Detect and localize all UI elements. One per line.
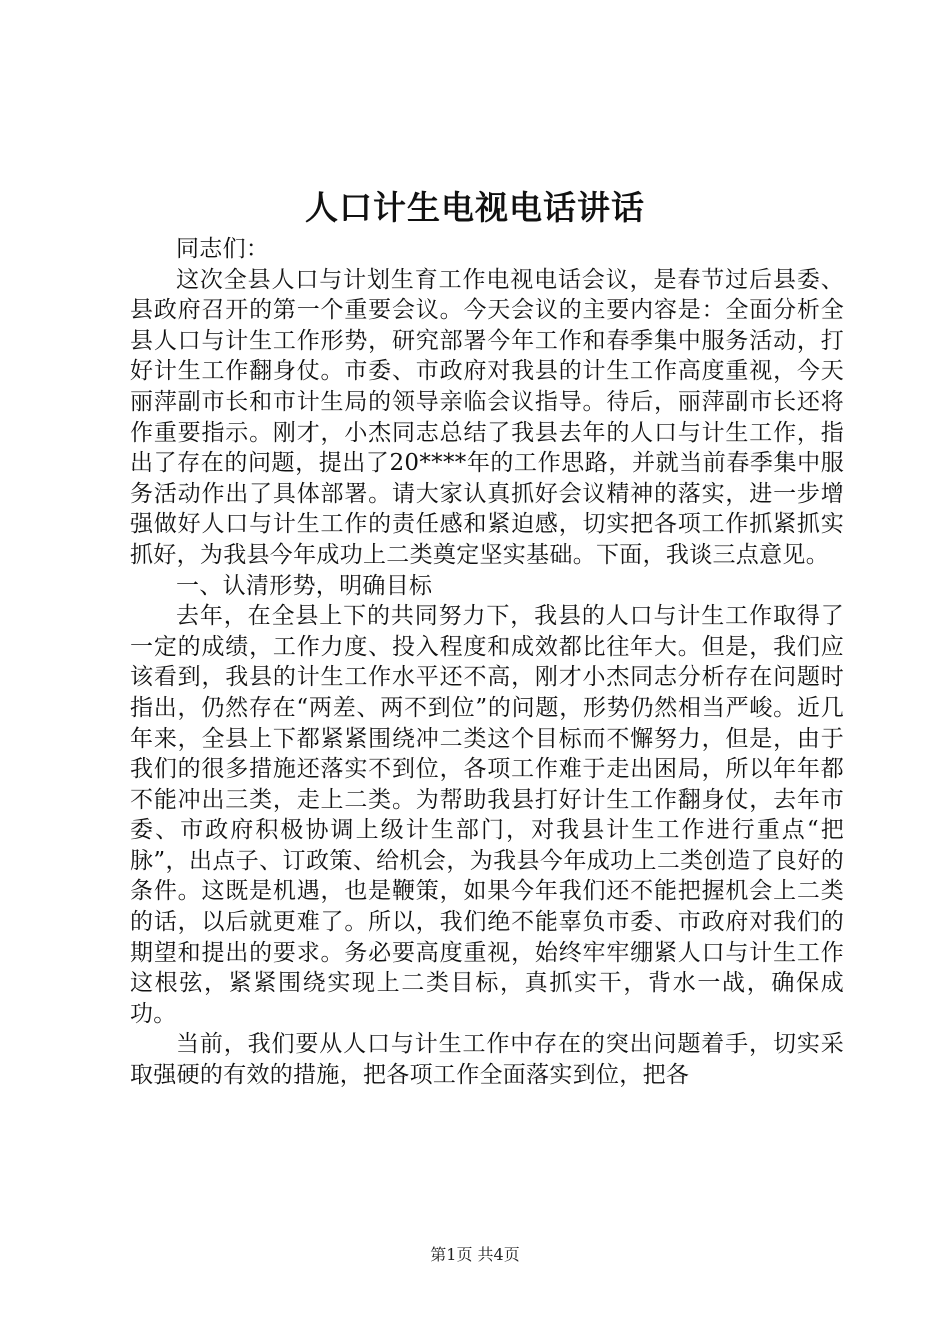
salutation: 同志们： <box>176 236 270 262</box>
document-body <box>130 234 844 1091</box>
document-title: 人口计生电视电话讲话 <box>305 188 645 227</box>
section-heading-1: 一、认清形势，明确目标 <box>176 572 433 599</box>
paragraph-situation: 去年，在全县上下的共同努力下，我县的人口与计生工作取得了一定的成绩，工作力度、投入程度和成效都比往年大。但是，我们应该看到，我县的计生工作水平还不高，刚才小杰同志分析存在问题时指出，仍然存在“两差、两不到位”的问题，形势仍然相当严峻。近几年来，全县上下都紧紧围绕冲二类这个目标而不懈努力，但是，由于我们的很多措施还落实不到位，各项工作难于走出困局，所以年年都不能冲出三类，走上二类。为帮助我县打好计生工作翻身仗，去年市委、市政府积极协调上级计生部门，对我县计生工作进行重点“把脉”，出点子、订政策、给机会，为我县今年成功上二类创造了良好的条件。这既是机遇，也是鞭策，如果今年我们还不能把握机会上二类的话，以后就更难了。所以，我们绝不能辜负市委、市政府对我们的期望和提出的要求。务必要高度重视，始终牢牢绷紧人口与计生工作这根弦，紧紧围绕实现上二类目标，真抓实干，背水一战，确保成功。 <box>130 603 844 1027</box>
paragraph-intro: 这次全县人口与计划生育工作电视电话会议，是春节过后县委、县政府召开的第一个重要会议。今天会议的主要内容是：全面分析全县人口与计生工作形势，研究部署今年工作和春季集中服务活动，打好计生工作翻身仗。市委、市政府对我县的计生工作高度重视，今天丽萍副市长和市计生局的领导亲临会议指导。待后，丽萍副市长还将作重要指示。刚才，小杰同志总结了我县去年的人口与计生工作，指出了存在的问题，提出了20****年的工作思路，并就当前春季集中服务活动作出了具体部署。请大家认真抓好会议精神的落实，进一步增强做好人口与计生工作的责任感和紧迫感，切实把各项工作抓紧抓实抓好，为我县今年成功上二类奠定坚实基础。下面，我谈三点意见。 <box>130 266 844 568</box>
page-number-footer: 第1页 共4页 <box>430 1245 520 1264</box>
paragraph-current: 当前，我们要从人口与计生工作中存在的突出问题着手，切实采取强硬的有效的措施，把各项工作全面落实到位，把各 <box>130 1031 844 1089</box>
